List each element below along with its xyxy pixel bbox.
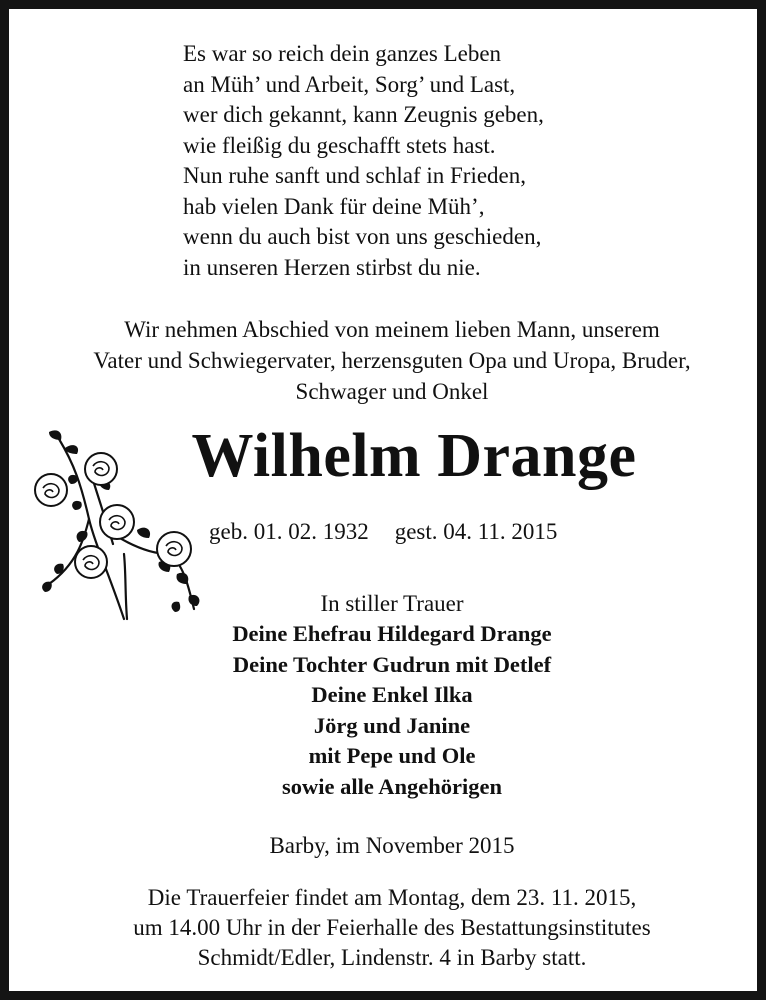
mourner-line: mit Pepe und Ole	[308, 743, 476, 768]
mourning-heading: In stiller Trauer	[320, 591, 464, 616]
place-and-date: Barby, im November 2015	[269, 833, 515, 858]
mourner-line: Jörg und Janine	[313, 712, 471, 738]
mourners-list	[159, 619, 625, 802]
farewell-text	[29, 314, 755, 407]
poem-line: Es war so reich dein ganzes Leben	[183, 41, 502, 66]
life-dates	[209, 517, 557, 547]
poem-line: in unseren Herzen stirbst du nie.	[183, 254, 481, 280]
mourner-line: Deine Enkel Ilka	[311, 682, 473, 707]
farewell-line: Schwager und Onkel	[295, 379, 489, 404]
service-line: Die Trauerfeier findet am Montag, dem 23. 11. 2015,	[147, 885, 637, 910]
mourner-line: sowie alle Angehörigen	[282, 773, 502, 799]
poem-line: wenn du auch bist von uns geschieden,	[183, 224, 542, 249]
death-date: gest. 04. 11. 2015	[394, 519, 558, 544]
poem-line: wer dich gekannt, kann Zeugnis geben,	[183, 102, 544, 127]
poem-line: an Müh’ und Arbeit, Sorg’ und Last,	[183, 71, 516, 97]
memorial-poem	[183, 39, 544, 283]
mourner-line: Deine Tochter Gudrun mit Detlef	[232, 651, 552, 677]
service-line: Schmidt/Edler, Lindenstr. 4 in Barby statt.	[197, 945, 587, 970]
mourner-line: Deine Ehefrau Hildegard Drange	[232, 621, 552, 646]
birth-date: geb. 01. 02. 1932	[209, 519, 369, 544]
deceased-name: Wilhelm Drange	[191, 422, 637, 490]
funeral-service-info	[29, 883, 755, 973]
farewell-line: Wir nehmen Abschied von meinem lieben Mann, unserem	[124, 317, 660, 342]
poem-line: Nun ruhe sanft und schlaf in Frieden,	[183, 163, 527, 188]
service-line: um 14.00 Uhr in der Feierhalle des Bestattungsinstitutes	[133, 915, 651, 940]
poem-line: wie fleißig du geschafft stets hast.	[183, 132, 496, 158]
farewell-line: Vater und Schwiegervater, herzensguten Opa und Uropa, Bruder,	[93, 348, 691, 373]
poem-line: hab vielen Dank für deine Müh’,	[183, 193, 485, 219]
